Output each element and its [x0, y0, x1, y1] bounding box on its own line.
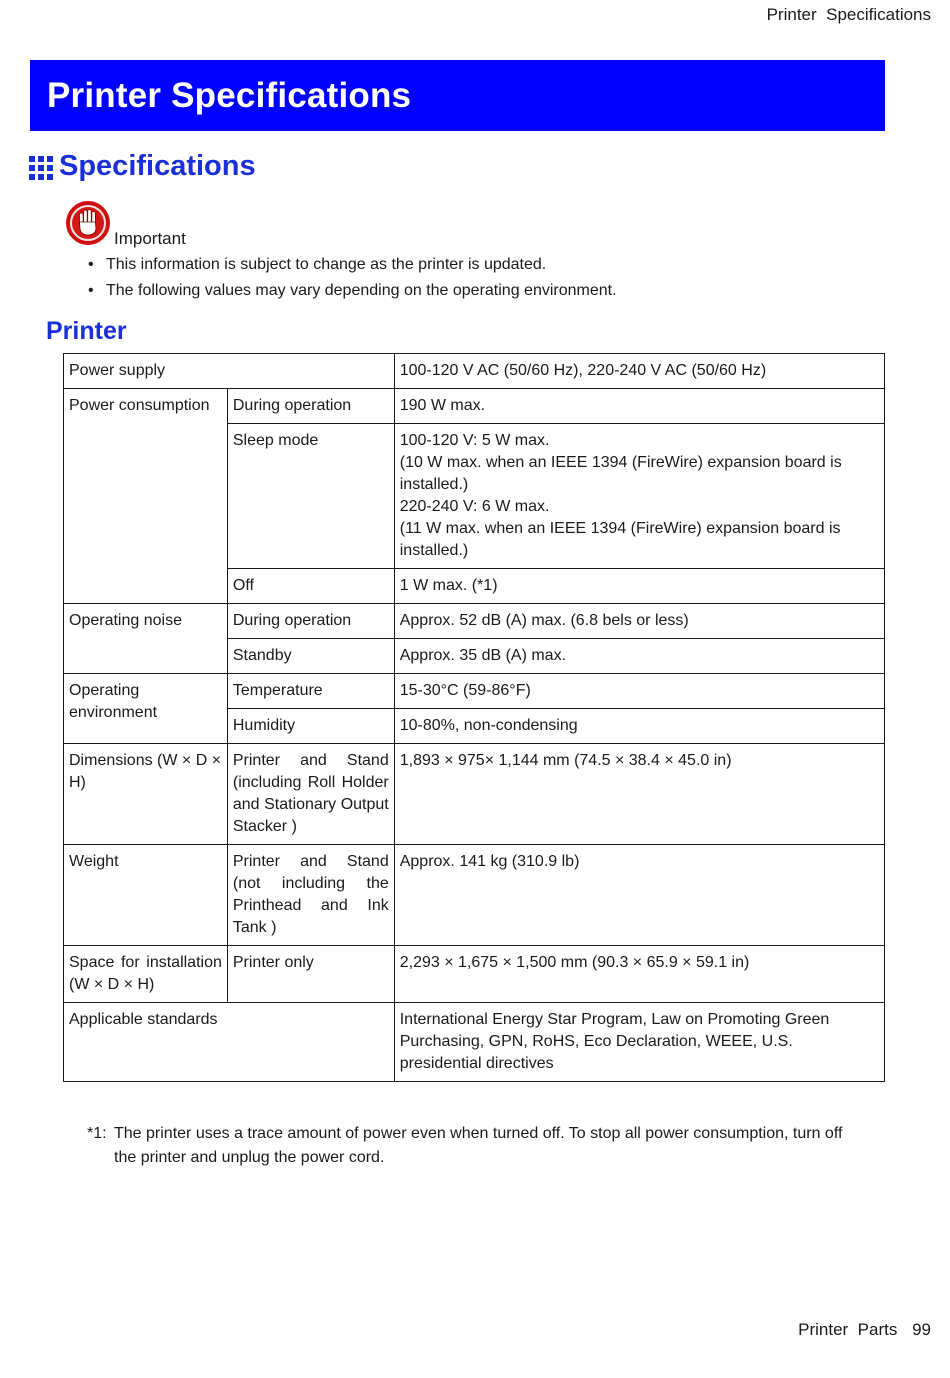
row-condition: Sleep mode — [227, 424, 394, 569]
table-row — [64, 946, 885, 1003]
table-row — [64, 389, 885, 424]
row-value: International Energy Star Program, Law on Promoting Green Purchasing, GPN, RoHS, Eco Declaration, WEEE, U.S. presidential directives — [394, 1003, 884, 1082]
page-title: Printer Specifications — [47, 75, 412, 115]
footnote-text: The printer uses a trace amount of power even when turned off. To stop all power consumption, turn off the printer and unplug the power cord. — [114, 1125, 843, 1166]
list-item: • The following values may vary depending on the operating environment. — [88, 282, 617, 299]
subsection-title: Printer — [46, 317, 127, 345]
row-condition: Printer and Stand (not including the Printhead and Ink Tank ) — [227, 845, 394, 946]
running-header: Printer Specifications — [766, 5, 931, 24]
important-bullets — [88, 255, 617, 307]
row-value: 1,893 × 975× 1,144 mm (74.5 × 38.4 × 45.0 in) — [394, 744, 884, 845]
row-value: 15-30°C (59-86°F) — [394, 674, 884, 709]
table-row — [64, 674, 885, 709]
table-row — [64, 744, 885, 845]
row-condition: Off — [227, 569, 394, 604]
row-value: 2,293 × 1,675 × 1,500 mm (90.3 × 65.9 × 59.1 in) — [394, 946, 884, 1003]
table-row — [64, 354, 885, 389]
row-condition: Printer and Stand (including Roll Holder and Stationary Output Stacker ) — [227, 744, 394, 845]
row-label: Power consumption — [64, 389, 228, 604]
row-value: 10-80%, non-condensing — [394, 709, 884, 744]
footnote-mark: *1: — [87, 1125, 107, 1142]
row-value: Approx. 52 dB (A) max. (6.8 bels or less) — [394, 604, 884, 639]
row-condition: Standby — [227, 639, 394, 674]
row-condition: During operation — [227, 389, 394, 424]
row-condition: Humidity — [227, 709, 394, 744]
section-heading — [29, 150, 256, 183]
row-value: 1 W max. (*1) — [394, 569, 884, 604]
row-label: Applicable standards — [64, 1003, 395, 1082]
table-row — [64, 1003, 885, 1082]
row-value: 100-120 V AC (50/60 Hz), 220-240 V AC (50/60 Hz) — [394, 354, 884, 389]
table-row — [64, 604, 885, 639]
table-row — [64, 845, 885, 946]
page-footer — [798, 1320, 931, 1340]
section-title: Specifications — [59, 150, 256, 182]
row-label: Space for installation (W × D × H) — [64, 946, 228, 1003]
title-bar — [30, 60, 885, 131]
row-value: 190 W max. — [394, 389, 884, 424]
row-label: Operating noise — [64, 604, 228, 674]
footer-section: Printer Parts — [798, 1320, 898, 1339]
row-value: 100-120 V: 5 W max. (10 W max. when an IEEE 1394 (FireWire) expansion board is installed.) 220-240 V: 6 W max. (11 W max. when an IEEE 1394 (FireWire) expansion board is installed.) — [394, 424, 884, 569]
grid-icon — [29, 156, 53, 180]
important-label: Important — [114, 229, 186, 248]
row-label: Weight — [64, 845, 228, 946]
row-condition: Temperature — [227, 674, 394, 709]
row-label: Power supply — [64, 354, 395, 389]
footnote — [87, 1122, 857, 1170]
spec-table — [63, 353, 885, 1082]
row-value: Approx. 35 dB (A) max. — [394, 639, 884, 674]
row-condition: During operation — [227, 604, 394, 639]
page-number: 99 — [912, 1320, 931, 1339]
hand-stop-icon — [66, 201, 110, 245]
row-label: Operating environment — [64, 674, 228, 744]
list-item: • This information is subject to change as the printer is updated. — [88, 256, 547, 273]
row-condition: Printer only — [227, 946, 394, 1003]
row-value: Approx. 141 kg (310.9 lb) — [394, 845, 884, 946]
row-label: Dimensions (W × D × H) — [64, 744, 228, 845]
